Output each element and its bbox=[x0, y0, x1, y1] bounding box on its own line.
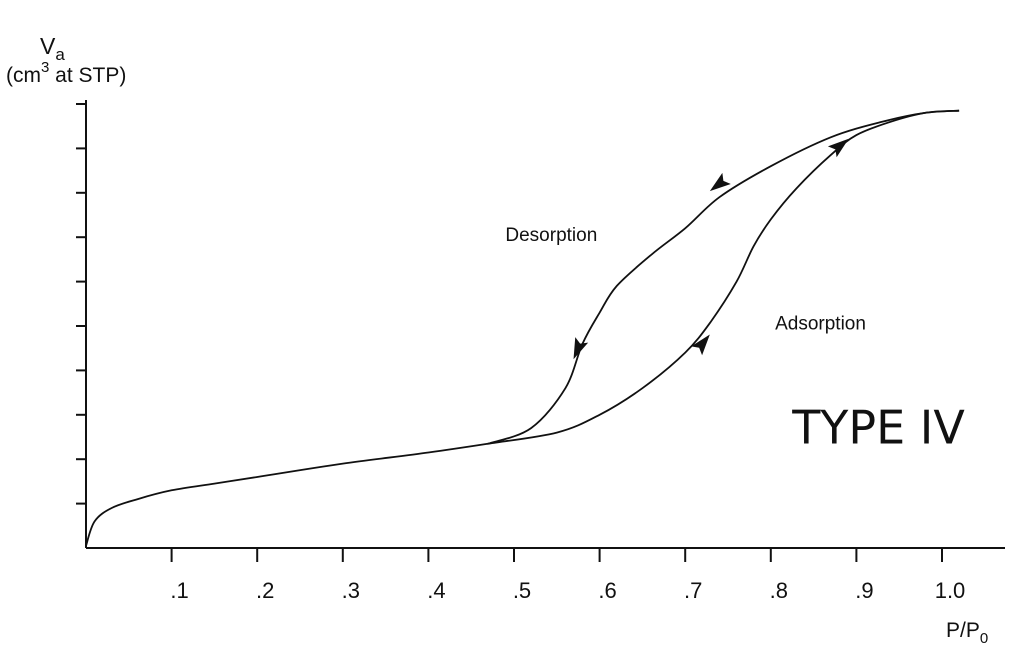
x-tick-label: .2 bbox=[256, 578, 275, 603]
x-axis-label: $P/P_0$ bbox=[946, 619, 989, 647]
x-tick-label: .9 bbox=[855, 578, 874, 603]
y-axis-label-unit: ($cm^3$ at STP) bbox=[6, 59, 127, 87]
x-tick-label: .5 bbox=[512, 578, 532, 603]
adsorption-label: Adsorption bbox=[775, 313, 866, 335]
chart-title: TYPE IV bbox=[792, 400, 965, 455]
y-axis-label-symbol: $V_a$ bbox=[40, 33, 65, 64]
x-tick-label: .3 bbox=[341, 578, 360, 603]
x-tick-label: .7 bbox=[684, 578, 703, 603]
arrowhead bbox=[706, 173, 731, 197]
x-tick-label: .8 bbox=[769, 578, 788, 603]
desorption-label: Desorption bbox=[505, 224, 598, 246]
x-tick-label: 1.0 bbox=[934, 578, 966, 603]
x-tick-label: .4 bbox=[427, 578, 446, 603]
x-tick-marks bbox=[172, 548, 942, 562]
desorption-curve bbox=[488, 111, 959, 444]
x-tick-label: .6 bbox=[598, 578, 617, 603]
x-tick-label: .1 bbox=[170, 578, 189, 603]
x-tick-labels bbox=[170, 578, 965, 603]
y-tick-marks bbox=[76, 104, 86, 504]
